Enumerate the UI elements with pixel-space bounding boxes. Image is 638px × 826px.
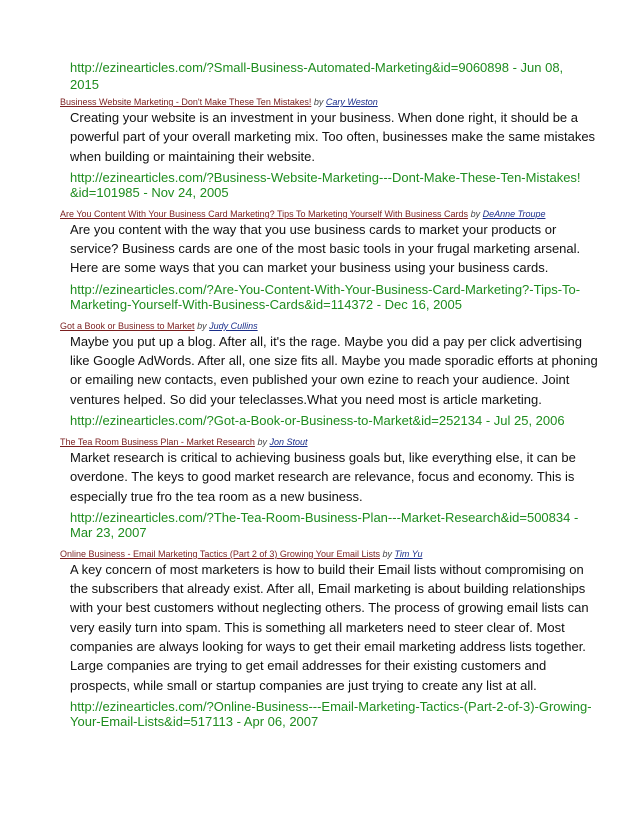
byline-label: by [470, 208, 481, 219]
url-line[interactable]: http://ezinearticles.com/?The-Tea-Room-Business-Plan---Market-Research&id=500834 - [70, 509, 579, 525]
article-entry [60, 320, 600, 428]
article-summary [70, 448, 600, 506]
article-title-link[interactable]: Online Business - Email Marketing Tactics (Part 2 of 3) Growing Your Email Lists [60, 548, 380, 559]
summary-line: Creating your website is an investment in your business. When done right, it should be a [70, 110, 578, 125]
url-line[interactable]: http://ezinearticles.com/?Business-Website-Marketing---Dont-Make-These-Ten-Mistakes! [70, 169, 581, 185]
summary-line: ventures helped. So did your teleclasses.What you need most is article marketing. [70, 391, 542, 407]
summary-line: the subscribers that already exist. After all, Email marketing is about building relationships [70, 581, 586, 597]
summary-line: companies are always looking for ways to get their email marketing address lists together. [70, 639, 586, 655]
summary-line: service? Business cards are one of the most basic tools in your frugal marketing arsenal. [70, 241, 581, 257]
url-line[interactable]: http://ezinearticles.com/?Got-a-Book-or-Business-to-Market&id=252134 - Jul 25, 2006 [70, 412, 565, 428]
summary-line: powerful part of your overall marketing mix. Too often, businesses make the same mistakes [70, 129, 596, 145]
summary-line: Maybe you put up a blog. After all, it's the rage. Maybe you did a pay per click advertising [70, 333, 582, 349]
byline-label: by [382, 548, 392, 559]
summary-line: overdone. The keys to good market research are relevance, focus and economy. This is [70, 469, 575, 485]
url-line[interactable]: Mar 23, 2007 [70, 524, 147, 540]
author-link[interactable]: Jon Stout [269, 436, 308, 447]
article-url[interactable] [70, 170, 600, 200]
article-url[interactable] [70, 699, 600, 729]
url-line[interactable]: http://ezinearticles.com/?Are-You-Content-With-Your-Business-Card-Marketing?-Tips-To- [70, 281, 581, 297]
summary-line: Market research is critical to achieving business goals but, like everything else, it can be [70, 449, 576, 465]
article-title-line [60, 548, 600, 560]
article-url[interactable]: http://ezinearticles.com/?Small-Business-Automated-Marketing&id=9060898 - Jun 08, 2015 [70, 60, 564, 92]
summary-line: A key concern of most marketers is how to build their Email lists without compromising on [70, 561, 584, 577]
url-line[interactable]: http://ezinearticles.com/?Online-Business---Email-Marketing-Tactics-(Part-2-of-3)-Growing- [70, 698, 592, 714]
author-link[interactable]: Judy Cullins [209, 320, 258, 331]
url-line[interactable]: Marketing-Yourself-With-Business-Cards&id=114372 - Dec 16, 2005 [70, 296, 462, 312]
byline-label: by [197, 320, 207, 331]
article-url[interactable] [70, 510, 600, 540]
article-title-link[interactable]: Business Website Marketing - Don't Make These Ten Mistakes! [60, 97, 312, 107]
author-link[interactable]: DeAnne Troupe [482, 208, 546, 219]
url-line[interactable]: Your-Email-Lists&id=517113 - Apr 06, 2007 [70, 713, 319, 729]
article-summary [70, 332, 600, 409]
article-entry [60, 208, 600, 312]
byline-label: by [257, 436, 267, 447]
article-summary [70, 560, 600, 695]
article-title-link[interactable]: Got a Book or Business to Market [60, 320, 195, 331]
author-link[interactable]: Tim Yu [394, 548, 423, 559]
summary-line: especially true fro the tea room as a new business. [70, 488, 363, 504]
article-title-link[interactable]: The Tea Room Business Plan - Market Research [60, 436, 255, 447]
summary-line: Large companies are trying to get email addresses for their existing customers and [70, 658, 547, 674]
article-summary [70, 220, 600, 278]
url-line[interactable]: &id=101985 - Nov 24, 2005 [70, 184, 229, 200]
summary-line: very easily turn into spam. This is something all marketers need to steer clear of. Most [70, 619, 565, 635]
summary-line: like Google AdWords. After all, one size fits all. Maybe you made sporadic efforts at phoning [70, 353, 598, 369]
article-url[interactable] [70, 413, 600, 428]
summary-line: or emailing new contacts, even published your own ezine to reach your audience. Joint [70, 372, 570, 388]
summary-line: when building or maintaining their website. [70, 148, 315, 164]
article-title-link[interactable]: Are You Content With Your Business Card Marketing? Tips To Marketing Yourself With Business Cards [60, 208, 469, 219]
article-entry [60, 96, 600, 200]
article-summary [70, 108, 600, 166]
summary-line: Here are some ways that you can market your business using your business cards. [70, 260, 549, 276]
article-title-line [60, 96, 600, 108]
article-entry [60, 436, 600, 540]
article-list [60, 96, 600, 737]
article-url[interactable] [70, 282, 600, 312]
article-entry [60, 548, 600, 729]
author-link[interactable]: Cary Weston [325, 97, 378, 107]
summary-line: with your best customers without neglecting others. The process of growing email lists can [70, 600, 589, 616]
summary-line: prospects, while small or startup companies are just trying to create any list at all. [70, 677, 537, 693]
article-title-line [60, 320, 600, 332]
byline-label: by [313, 97, 324, 107]
article-title-line [60, 436, 600, 448]
summary-line: Are you content with the way that you use business cards to market your products or [70, 221, 557, 237]
article-title-line [60, 208, 600, 220]
